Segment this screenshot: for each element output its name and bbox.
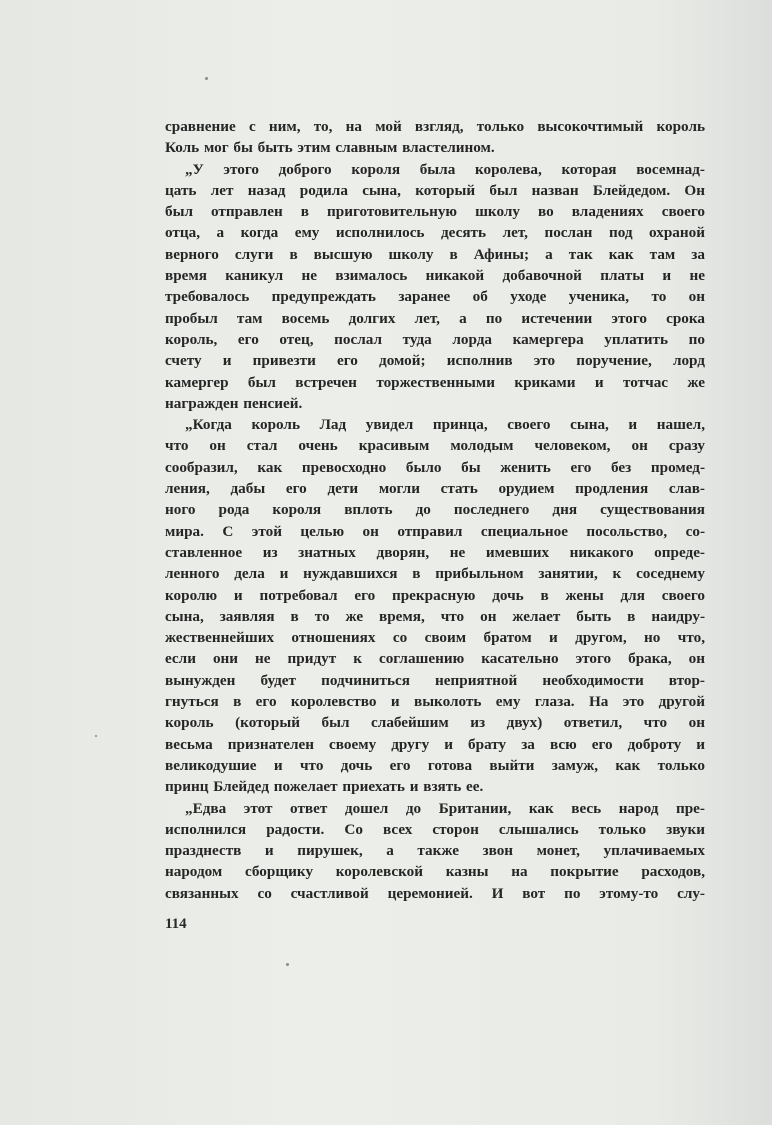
text-line: верного слуги в высшую школу в Афины; а так как там за — [165, 245, 705, 263]
text-line: что он стал очень красивым молодым человеком, он сразу — [165, 437, 705, 455]
text-line: ного рода короля вплоть до последнего дня существования — [165, 501, 705, 519]
text-line: отца, а когда ему исполнилось десять лет, послан под охраной — [165, 224, 705, 242]
text-line: „У этого доброго короля была королева, которая восемнад- — [185, 160, 705, 178]
text-line: сообразил, как превосходно было бы женить его без промед- — [165, 458, 705, 476]
text-line: „Едва этот ответ дошел до Британии, как весь народ пре- — [185, 799, 705, 817]
text-line: великодушие и что дочь его готова выйти замуж, как только — [165, 756, 705, 774]
text-line: если они не придут к соглашению касательно этого брака, он — [165, 650, 705, 668]
text-line: награжден пенсией. — [165, 394, 303, 412]
text-line: весьма признателен своему другу и брату за всю его доброту и — [165, 735, 705, 753]
text-line: камергер был встречен торжественными криками и тотчас же — [165, 373, 705, 391]
text-line: время каникул не взималось никакой добавочной платы и не — [165, 267, 705, 285]
text-line: народом сборщику королевской казны на покрытие расходов, — [165, 863, 705, 881]
text-line: вынужден будет подчиниться неприятной необходимости втор- — [165, 671, 705, 689]
text-line: ления, дабы его дети могли стать орудием продления слав- — [165, 480, 705, 498]
text-line: требовалось предупреждать заранее об уходе ученика, то он — [165, 288, 705, 306]
text-line: королю и потребовал его прекрасную дочь в жены для своего — [165, 586, 705, 604]
text-line: ленного дела и нуждавшихся в прибыльном занятии, к соседнему — [165, 565, 705, 583]
text-line: „Когда король Лад увидел принца, своего сына, и нашел, — [185, 416, 705, 434]
body-text — [165, 116, 705, 904]
text-line: сравнение с ним, то, на мой взгляд, только высокочтимый король — [165, 118, 705, 135]
scan-speck — [95, 735, 97, 737]
text-line: счету и привезти его домой; исполнив это поручение, лорд — [165, 352, 705, 370]
text-line: жественнейших отношениях со своим братом и другом, но что, — [165, 629, 705, 647]
text-line: король, его отец, послал туда лорда камергера уплатить по — [165, 330, 705, 348]
text-line: цать лет назад родила сына, который был назван Блейдедом. Он — [165, 181, 705, 199]
text-line: мира. С этой целью он отправил специальное посольство, со- — [165, 522, 705, 540]
text-line: связанных со счастливой церемонией. И вот по этому-то слу- — [165, 884, 705, 902]
text-line: ставленное из знатных дворян, не имевших никакого опреде- — [165, 543, 705, 561]
scan-speck — [205, 77, 208, 80]
text-line: Коль мог бы быть этим славным властелином. — [165, 139, 495, 157]
scan-speck — [286, 963, 289, 966]
text-line: принц Блейдед пожелает приехать и взять ее. — [165, 778, 484, 796]
page-number: 114 — [165, 916, 187, 932]
text-line: гнуться в его королевство и выколоть ему глаза. На это другой — [165, 693, 705, 711]
text-line: исполнился радости. Со всех сторон слышались только звуки — [165, 820, 705, 838]
text-line: пробыл там восемь долгих лет, а по истечении этого срока — [165, 309, 705, 327]
text-line: сына, заявляя в то же время, что он желает быть в наидру- — [165, 607, 705, 625]
text-line: был отправлен в приготовительную школу во владениях своего — [165, 203, 705, 221]
text-line: празднеств и пирушек, а также звон монет, уплачиваемых — [165, 842, 705, 860]
text-line: король (который был слабейшим из двух) ответил, что он — [165, 714, 705, 732]
